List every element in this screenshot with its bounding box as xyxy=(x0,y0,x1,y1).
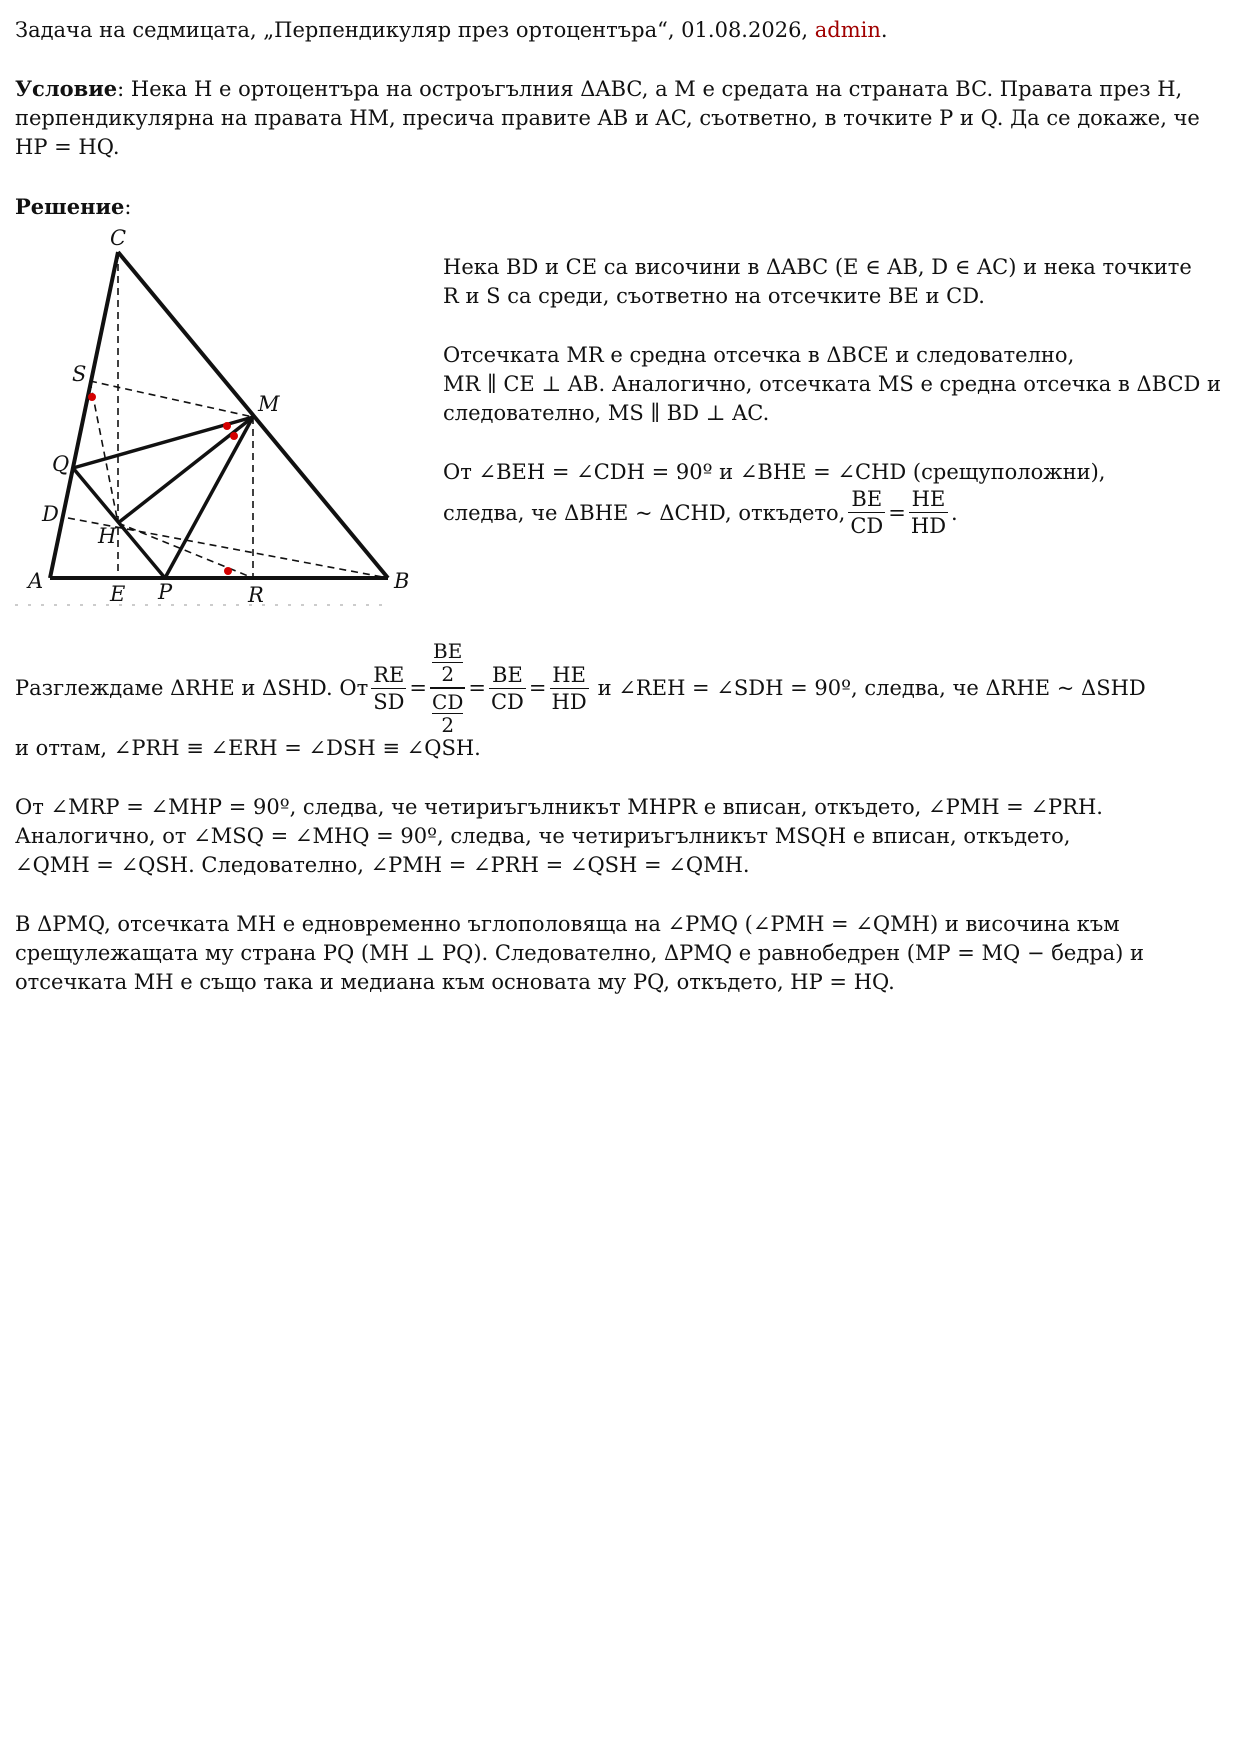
condition-text-1: : Нека H е ортоцентъра на остроъгълния ΔABC, а M е средата на страната BC. Правата през H, xyxy=(117,77,1183,101)
geometry-figure xyxy=(10,225,410,615)
angle-mark-dot xyxy=(230,432,238,440)
segment-PM xyxy=(165,417,253,578)
right-p3-text: следва, че ΔBHE ~ ΔCHD, откъдето, xyxy=(443,500,846,525)
header-suffix: . xyxy=(880,18,888,42)
main-text-start: Разглеждаме ΔRHE и ΔSHD. От xyxy=(15,676,369,700)
nested-fraction: BE 2 CD 2 xyxy=(432,639,464,737)
label-M: M xyxy=(258,392,280,416)
segment-SH xyxy=(90,381,118,523)
fraction-BE-CD-2: $\frac{BE}{CD}$ xyxy=(490,662,524,714)
label-H: H xyxy=(98,524,117,548)
segment-HR xyxy=(118,523,253,578)
main-line-8: отсечката MH е също така и медиана към основата му PQ, откъдето, HP = HQ. xyxy=(15,970,895,994)
label-D: D xyxy=(42,502,59,526)
main-line-7: срещулежащата му страна PQ (MH ⊥ PQ). Следователно, ΔPMQ е равнобедрен (MP = MQ − бедра) и xyxy=(15,941,1145,965)
right-p3-line1: От ∠BEH = ∠CDH = 90º и ∠BHE = ∠CHD (срещуположни), xyxy=(443,460,1106,484)
author-link[interactable]: admin xyxy=(814,18,881,42)
main-text-end: и ∠REH = ∠SDH = 90º, следва, че ΔRHE ~ ΔSHD xyxy=(597,676,1146,700)
fraction-RE-SD: $\frac{RE}{SD}$ xyxy=(373,662,405,714)
label-Q: Q xyxy=(52,452,70,476)
main-formula-line: Разглеждаме ΔRHE и ΔSHD. От $\frac{RE}{SD}$ = BE 2 CD 2 = $\frac{BE}{CD}$ = $\frac{HE}{HD}$ и ∠REH = ∠SDH = 90º, следва, че ΔRHE ~ ΔSHD xyxy=(15,639,1146,737)
right-p1-line2: R и S са среди, съответно на отсечките BE и CD. xyxy=(443,284,985,308)
fraction-HE-HD: $\frac{HE}{HD}$ xyxy=(910,487,947,538)
angle-mark-dot xyxy=(223,422,231,430)
label-C: C xyxy=(110,226,127,250)
right-p1-line1: Нека BD и CE са височини в ΔABC (E ∈ AB, D ∈ AC) и нека точките xyxy=(443,255,1192,279)
condition-line-1 xyxy=(15,75,1182,103)
angle-mark-dot xyxy=(88,393,96,401)
right-p2-line1: Отсечката MR е средна отсечка в ΔBCE и следователно, xyxy=(443,343,1075,367)
condition-label: Условие xyxy=(15,76,118,101)
main-line-6: В ΔPMQ, отсечката MH е едновременно ъглополовяща на ∠PMQ (∠PMH = ∠QMH) и височина към xyxy=(15,912,1120,936)
fraction-BE-CD: $\frac{BE}{CD}$ xyxy=(850,487,884,538)
label-B: B xyxy=(394,569,410,593)
right-p2-line2: MR ∥ CE ⊥ AB. Аналогично, отсечката MS е средна отсечка в ΔBCD и xyxy=(443,372,1222,396)
main-line-4: Аналогично, от ∠MSQ = ∠MHQ = 90º, следва, че четириъгълникът MSQH е вписан, откъдето, xyxy=(15,824,1071,848)
fraction-HE-HD-2: $\frac{HE}{HD}$ xyxy=(551,662,587,714)
right-p2-line3: следователно, MS ∥ BD ⊥ AC. xyxy=(443,401,770,425)
header-line xyxy=(15,16,888,44)
label-P: P xyxy=(158,580,173,604)
label-R: R xyxy=(248,583,264,607)
condition-line-2: перпендикулярна на правата HM, пресича правите AB и AC, съответно, в точките P и Q. Да се докаже, че xyxy=(15,106,1200,130)
header-prefix: Задача на седмицата, „Перпендикуляр през ортоцентъра“, 01.08.2026, xyxy=(15,18,815,42)
solution-label: Решение xyxy=(15,194,125,219)
main-line-3: От ∠MRP = ∠MHP = 90º, следва, че четириъгълникът MHPR е вписан, откъдето, ∠PMH = ∠PRH. xyxy=(15,795,1103,819)
label-A: A xyxy=(28,569,44,593)
angle-mark-dot xyxy=(224,567,232,575)
condition-line-3: HP = HQ. xyxy=(15,135,120,159)
right-p3-line2: следва, че ΔBHE ~ ΔCHD, откъдето, $\frac{BE}{CD}$ = $\frac{HE}{HD}$ . xyxy=(443,487,958,538)
label-S: S xyxy=(72,362,87,386)
solution-heading: Решение: xyxy=(15,194,132,219)
main-line-2: и оттам, ∠PRH ≡ ∠ERH = ∠DSH ≡ ∠QSH. xyxy=(15,736,481,760)
label-E: E xyxy=(110,582,126,606)
main-line-5: ∠QMH = ∠QSH. Следователно, ∠PMH = ∠PRH = ∠QSH = ∠QMH. xyxy=(15,853,750,877)
